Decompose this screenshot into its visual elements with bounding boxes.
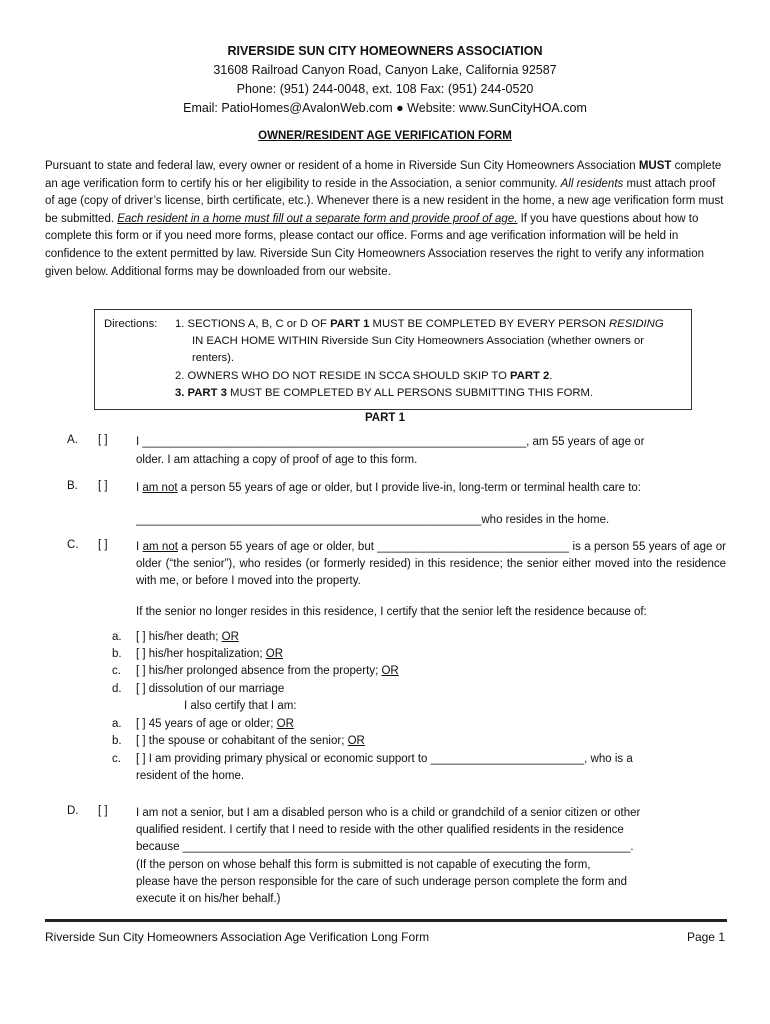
- also-45-checkbox[interactable]: [ ] 45 years of age or older; OR: [136, 718, 294, 730]
- section-d-line-5: please have the person responsible for the care of such underage person complete the form and: [136, 876, 627, 888]
- section-c-checkbox[interactable]: [ ]: [98, 539, 108, 551]
- intro-text-1: Pursuant to state and federal law, every owner or resident of a home in Riverside Sun City Homeowners Association: [45, 160, 636, 172]
- also-support-checkbox[interactable]: [ ] I am providing primary physical or economic support to ________________________, who is a: [136, 753, 633, 765]
- intro-paragraph: [45, 158, 725, 281]
- directions-label: Directions:: [104, 318, 158, 330]
- also-letter: c.: [112, 753, 121, 765]
- intro-all-residents: All residents: [560, 177, 624, 190]
- also-certify-label: I also certify that I am:: [184, 700, 297, 712]
- intro-text-3: must attach proof of age (copy of driver’s license, birth certificate, etc.). Whenever there is a new resident in the home, a new age verification form must be submitted.: [45, 177, 724, 225]
- section-d-checkbox[interactable]: [ ]: [98, 805, 108, 817]
- directions-item-1-cont: IN EACH HOME WITHIN Riverside Sun City Homeowners Association (whether owners or: [192, 335, 645, 347]
- also-support-tail: resident of the home.: [136, 770, 245, 782]
- intro-text-2: complete an age verification form to certify his or her eligibility to reside in the Association, a senior community.: [45, 160, 722, 190]
- reason-death-checkbox[interactable]: [ ] his/her death; OR: [136, 631, 239, 643]
- section-b-line-2[interactable]: ______________________________________________________who resides in the home.: [136, 514, 610, 526]
- also-letter: a.: [112, 718, 122, 730]
- section-d-line-4: (If the person on whose behalf this form is submitted is not capable of executing the form,: [136, 859, 591, 871]
- intro-text-4: If you have questions about how to complete this form or if you need more forms, please contact our office. Forms and age verification information will be held in confidence to the extent permitted by law. Riverside Sun City Homeowners Association reserves the right to verify any information given below. Additional forms may be downloaded from our website.: [45, 212, 705, 278]
- page-number: Page 1: [686, 930, 725, 944]
- directions-item-1: 1. SECTIONS A, B, C or D OF PART 1 MUST BE COMPLETED BY EVERY PERSON RESIDING: [175, 318, 664, 330]
- org-contact: Email: PatioHomes@AvalonWeb.com ● Website: www.SunCityHOA.com: [183, 101, 587, 115]
- footer-title: Riverside Sun City Homeowners Association Age Verification Long Form: [45, 930, 430, 944]
- intro-must: MUST: [638, 160, 672, 172]
- section-c-body[interactable]: I am not a person 55 years of age or older, but ______________________________ is a person 55 years of age or older (“the senior”), who resides (or formerly resided) in this residence; the senior either moved into the residence with me, or before I moved into the property.: [136, 541, 726, 588]
- section-c-letter: C.: [67, 539, 79, 551]
- org-phone: Phone: (951) 244-0048, ext. 108 Fax: (951) 244-0520: [236, 82, 534, 96]
- reason-absence-checkbox[interactable]: [ ] his/her prolonged absence from the property; OR: [136, 665, 399, 677]
- section-d-because-field[interactable]: because ______________________________________________________________________.: [136, 841, 634, 853]
- reason-letter: a.: [112, 631, 122, 643]
- part1-heading: PART 1: [364, 412, 406, 424]
- directions-box: [94, 309, 692, 410]
- section-d-line-6: execute it on his/her behalf.): [136, 893, 281, 905]
- section-b-checkbox[interactable]: [ ]: [98, 480, 108, 492]
- also-letter: b.: [112, 735, 122, 747]
- reason-hospitalization-checkbox[interactable]: [ ] his/her hospitalization; OR: [136, 648, 284, 660]
- reason-letter: c.: [112, 665, 121, 677]
- org-name: RIVERSIDE SUN CITY HOMEOWNERS ASSOCIATION: [227, 44, 543, 58]
- section-b-line-1: I am not a person 55 years of age or older, but I provide live-in, long-term or terminal health care to:: [136, 482, 641, 494]
- form-title: OWNER/RESIDENT AGE VERIFICATION FORM: [258, 130, 512, 142]
- section-d-line-2: qualified resident. I certify that I need to reside with the other qualified residents in the residence: [136, 824, 624, 836]
- directions-item-3: 3. PART 3 MUST BE COMPLETED BY ALL PERSONS SUBMITTING THIS FORM.: [175, 387, 594, 399]
- section-a-letter: A.: [67, 434, 78, 446]
- section-d-line-1: I am not a senior, but I am a disabled person who is a child or grandchild of a senior citizen or other: [136, 807, 641, 819]
- reason-letter: b.: [112, 648, 122, 660]
- reason-dissolution-checkbox[interactable]: [ ] dissolution of our marriage: [136, 683, 285, 695]
- section-c-certify: If the senior no longer resides in this residence, I certify that the senior left the residence because of:: [136, 606, 647, 618]
- section-b-letter: B.: [67, 480, 78, 492]
- reason-letter: d.: [112, 683, 122, 695]
- also-spouse-checkbox[interactable]: [ ] the spouse or cohabitant of the senior; OR: [136, 735, 365, 747]
- directions-item-1-end: renters).: [192, 352, 235, 364]
- section-a-line-1[interactable]: I ____________________________________________________________, am 55 years of age or: [136, 436, 645, 448]
- section-a-checkbox[interactable]: [ ]: [98, 434, 108, 446]
- section-d-letter: D.: [67, 805, 79, 817]
- footer-divider: [45, 919, 727, 922]
- directions-item-2: 2. OWNERS WHO DO NOT RESIDE IN SCCA SHOULD SKIP TO PART 2.: [175, 370, 553, 382]
- section-a-line-2: older. I am attaching a copy of proof of age to this form.: [136, 454, 418, 466]
- intro-separate-form: Each resident in a home must fill out a separate form and provide proof of age.: [117, 212, 518, 225]
- org-address: 31608 Railroad Canyon Road, Canyon Lake, California 92587: [213, 63, 557, 77]
